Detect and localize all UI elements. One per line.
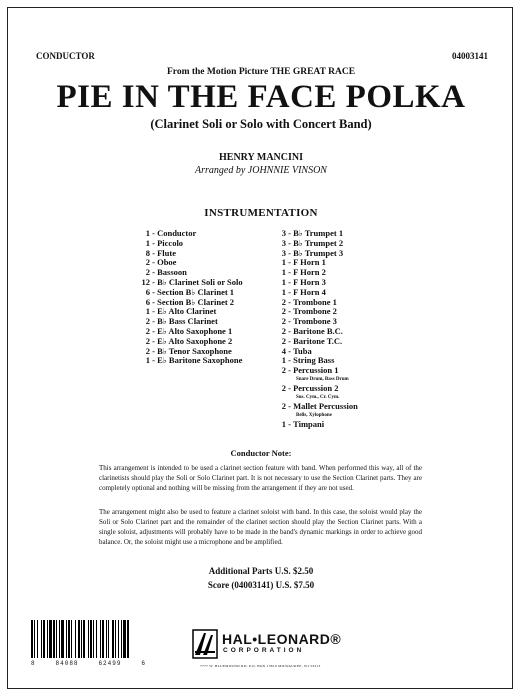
instrument-count: 1: [145, 237, 150, 248]
instrument-count: 8: [145, 247, 150, 258]
conductor-note-paragraph-1: This arrangement is intended to be used a clarinet section feature with band. When performed this way, all of the clarinetists should play the Soli or Solo Clarinet part. It is not necessary to use the Section Clarinet parts. They are completely optional and nothing will be missing from the arrangement if they are not used.: [99, 464, 422, 492]
barcode: [31, 620, 146, 658]
separator: -: [286, 325, 294, 336]
instrument-count: 1: [281, 276, 286, 287]
instrument-count: 1: [145, 306, 150, 317]
separator: -: [286, 400, 294, 411]
separator: -: [150, 316, 158, 327]
instrument-note: Bells, Xylophone: [296, 412, 332, 418]
source-line: From the Motion Picture THE GREAT RACE: [166, 67, 356, 77]
instrument-name: String Bass: [293, 355, 335, 366]
instrument-count: 1: [281, 286, 286, 297]
barcode-digit-group: 6: [141, 660, 146, 667]
hal-leonard-logo: [192, 629, 342, 662]
instrument-list-left: [124, 229, 243, 366]
instrument-name: Piccolo: [157, 237, 184, 248]
instrument-row: [124, 356, 243, 366]
separator: -: [150, 296, 158, 307]
separator: -: [286, 257, 294, 268]
instrument-count: 2: [145, 325, 150, 336]
separator: -: [286, 247, 294, 258]
instrument-name: Percussion 1: [293, 365, 339, 376]
instrument-note: Sus. Cym., Cr. Cym.: [296, 394, 340, 400]
separator: -: [286, 355, 294, 366]
separator: -: [150, 306, 158, 317]
separator: -: [286, 306, 294, 317]
instrument-count: 3: [281, 228, 286, 238]
instrument-count: 2: [281, 365, 286, 376]
instrument-note: Snare Drum, Bass Drum: [296, 376, 349, 382]
instrument-count: 1: [281, 257, 286, 268]
instrument-name: Section B♭ Clarinet 2: [157, 296, 235, 307]
instrument-row: [272, 366, 358, 376]
separator: -: [286, 345, 294, 356]
instrumentation-heading: INSTRUMENTATION: [204, 207, 318, 219]
instrument-name: Trombone 2: [293, 306, 337, 317]
separator: -: [150, 355, 158, 366]
separator: -: [150, 286, 158, 297]
instrument-name: Section B♭ Clarinet 1: [157, 286, 235, 297]
instrument-count: 1: [281, 355, 286, 366]
catalog-number: 04003141: [452, 51, 488, 61]
instrument-name: B♭ Trumpet 1: [293, 228, 344, 238]
instrument-name: Percussion 2: [293, 382, 339, 393]
separator: -: [150, 247, 158, 258]
barcode-number: [31, 660, 146, 667]
barcode-digit-group: 8: [31, 660, 36, 667]
instrument-name: E♭ Alto Clarinet: [157, 306, 217, 317]
instrument-name: Tuba: [293, 345, 312, 356]
separator: -: [286, 228, 294, 238]
instrument-row: [124, 239, 243, 249]
instrument-name: Mallet Percussion: [293, 400, 358, 411]
instrument-count: 2: [281, 306, 286, 317]
separator: -: [286, 382, 294, 393]
separator: -: [150, 267, 158, 278]
publisher-name: HAL•LEONARD®: [222, 631, 342, 647]
instrument-name: E♭ Alto Saxophone 2: [157, 335, 233, 346]
instrument-name: Oboe: [157, 257, 177, 268]
barcode-digit-group: 84088: [55, 660, 79, 667]
conductor-note-heading: Conductor Note:: [230, 448, 292, 458]
instrument-count: 3: [281, 237, 286, 248]
instrument-name: Flute: [157, 247, 176, 258]
publisher-corp: CORPORATION: [223, 647, 305, 654]
page-subtitle: (Clarinet Soli or Solo with Concert Band): [150, 117, 372, 131]
instrument-name: F Horn 3: [293, 276, 326, 287]
separator: -: [150, 276, 158, 287]
instrument-name: Timpani: [293, 418, 325, 429]
instrument-count: 2: [281, 316, 286, 327]
instrument-name: Baritone B.C.: [293, 325, 343, 336]
separator: -: [150, 345, 158, 356]
instrument-count: 2: [281, 296, 286, 307]
instrument-count: 2: [281, 335, 286, 346]
instrument-row: [272, 420, 358, 430]
composer: HENRY MANCINI: [219, 152, 303, 163]
instrument-name: Trombone 1: [293, 296, 337, 307]
barcode-bar: [127, 620, 129, 658]
instrument-name: F Horn 4: [293, 286, 326, 297]
hal-leonard-emblem-icon: [192, 629, 218, 659]
barcode-digit-group: 62499: [98, 660, 122, 667]
instrument-name: F Horn 1: [293, 257, 326, 268]
instrument-count: 1: [281, 267, 286, 278]
separator: -: [150, 325, 158, 336]
instrument-name: Trombone 3: [293, 316, 337, 327]
instrument-name: Baritone T.C.: [293, 335, 343, 346]
instrument-count: 1: [145, 355, 150, 366]
instrument-count: 4: [281, 345, 286, 356]
arranger: Arranged by JOHNNIE VINSON: [195, 165, 327, 176]
instrument-name: B♭ Clarinet Soli or Solo: [157, 276, 243, 287]
publisher-address: 7777 W. BLUEMOUND RD. P.O. BOX 13819 MILWAUKEE, WI 53213: [200, 664, 321, 668]
separator: -: [286, 335, 294, 346]
instrument-name: E♭ Alto Saxophone 1: [157, 325, 233, 336]
instrument-count: 2: [281, 400, 286, 411]
instrument-count: 2: [145, 267, 150, 278]
instrument-name: B♭ Bass Clarinet: [157, 316, 218, 327]
instrument-count: 1: [281, 418, 286, 429]
instrument-name: E♭ Baritone Saxophone: [157, 355, 243, 366]
instrument-list-right: [272, 229, 358, 429]
instrument-name: B♭ Trumpet 3: [293, 247, 344, 258]
separator: -: [286, 418, 294, 429]
instrument-count: 2: [145, 257, 150, 268]
instrument-name: Conductor: [157, 228, 197, 238]
instrument-count: 2: [281, 382, 286, 393]
instrument-count: 12: [141, 276, 150, 287]
instrument-name: Bassoon: [157, 267, 187, 278]
part-label: CONDUCTOR: [36, 51, 95, 61]
instrument-row: [272, 402, 358, 412]
instrument-name: B♭ Trumpet 2: [293, 237, 344, 248]
instrument-row: [124, 249, 243, 259]
separator: -: [286, 276, 294, 287]
instrument-row: [272, 384, 358, 394]
separator: -: [286, 296, 294, 307]
instrument-name: B♭ Tenor Saxophone: [157, 345, 232, 356]
instrument-count: 6: [145, 296, 150, 307]
instrument-count: 2: [145, 345, 150, 356]
score-price: Score (04003141) U.S. $7.50: [207, 580, 315, 590]
separator: -: [150, 228, 158, 238]
separator: -: [286, 365, 294, 376]
separator: -: [286, 316, 294, 327]
instrument-count: 6: [145, 286, 150, 297]
conductor-note-paragraph-2: The arrangement might also be used to feature a clarinet soloist with band. In this case, the soloist would play the Soli or Solo Clarinet part and the remainder of the clarinet section should play the Section Clarinet parts. With a single soloist, adjustments will probably have to be made in the band's dynamic markings in order to achieve good balance. Or, the soloist might use a microphone and be amplified.: [99, 508, 422, 546]
instrument-count: 2: [145, 335, 150, 346]
instrument-name: F Horn 2: [293, 267, 326, 278]
separator: -: [286, 237, 294, 248]
separator: -: [286, 267, 294, 278]
instrument-count: 1: [145, 228, 150, 238]
separator: -: [150, 257, 158, 268]
separator: -: [150, 335, 158, 346]
instrument-count: 2: [145, 316, 150, 327]
separator: -: [286, 286, 294, 297]
instrument-count: 3: [281, 247, 286, 258]
additional-parts-price: Additional Parts U.S. $2.50: [208, 566, 314, 576]
instrument-row: [124, 229, 243, 239]
separator: -: [150, 237, 158, 248]
page-title: PIE IN THE FACE POLKA: [56, 79, 466, 115]
instrument-count: 2: [281, 325, 286, 336]
